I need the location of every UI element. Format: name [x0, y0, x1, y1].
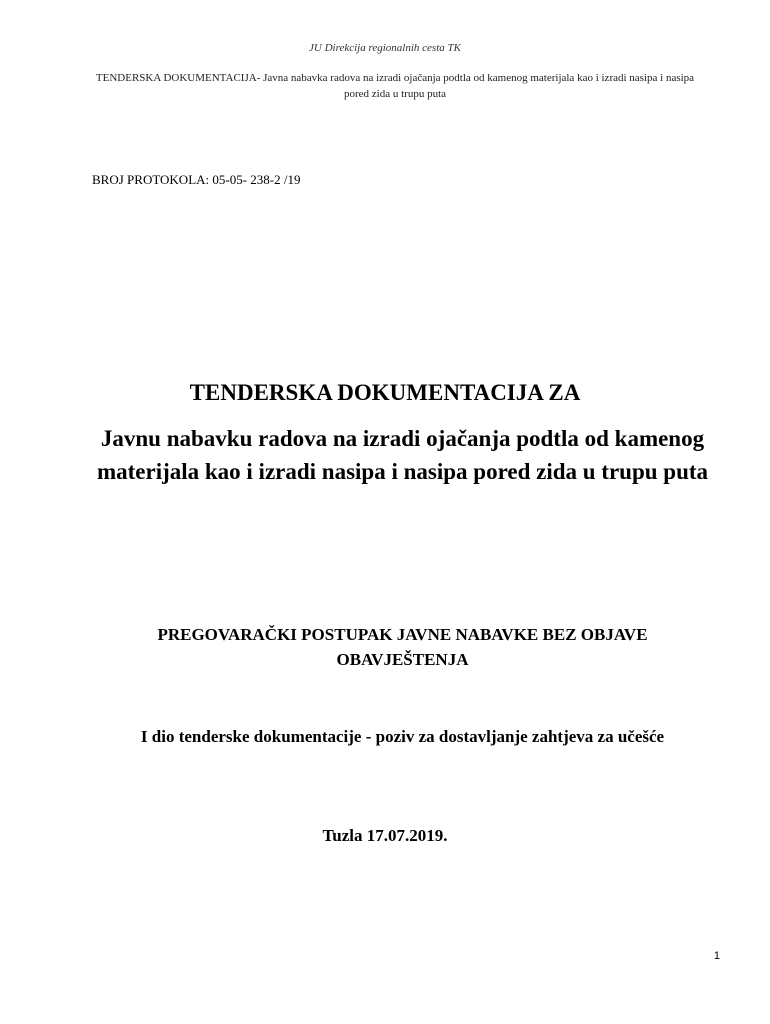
page-number: 1 — [713, 950, 720, 962]
document-title: TENDERSKA DOKUMENTACIJA ZA — [189, 380, 581, 405]
protocol-number: BROJ PROTOKOLA: 05-05- 238-2 /19 — [92, 172, 301, 187]
document-part: I dio tenderske dokumentacije - poziv za dostavljanje zahtjeva za učešće — [140, 727, 665, 746]
place-and-date: Tuzla 17.07.2019. — [322, 826, 448, 845]
procedure-type: PREGOVARAČKI POSTUPAK JAVNE NABAVKE BEZ OBJAVE OBAVJEŠTENJA — [157, 625, 648, 669]
header-document-title: TENDERSKA DOKUMENTACIJA- Javna nabavka radova na izradi ojačanja podtla od kamenog materijala kao i izradi nasipa i nasipa pored zida u trupu puta — [95, 72, 695, 100]
header-organization: JU Direkcija regionalnih cesta TK — [309, 42, 461, 54]
document-subtitle: Javnu nabavku radova na izradi ojačanja podtla od kamenog materijala kao i izradi nasipa i nasipa pored zida u trupu puta — [96, 426, 709, 484]
